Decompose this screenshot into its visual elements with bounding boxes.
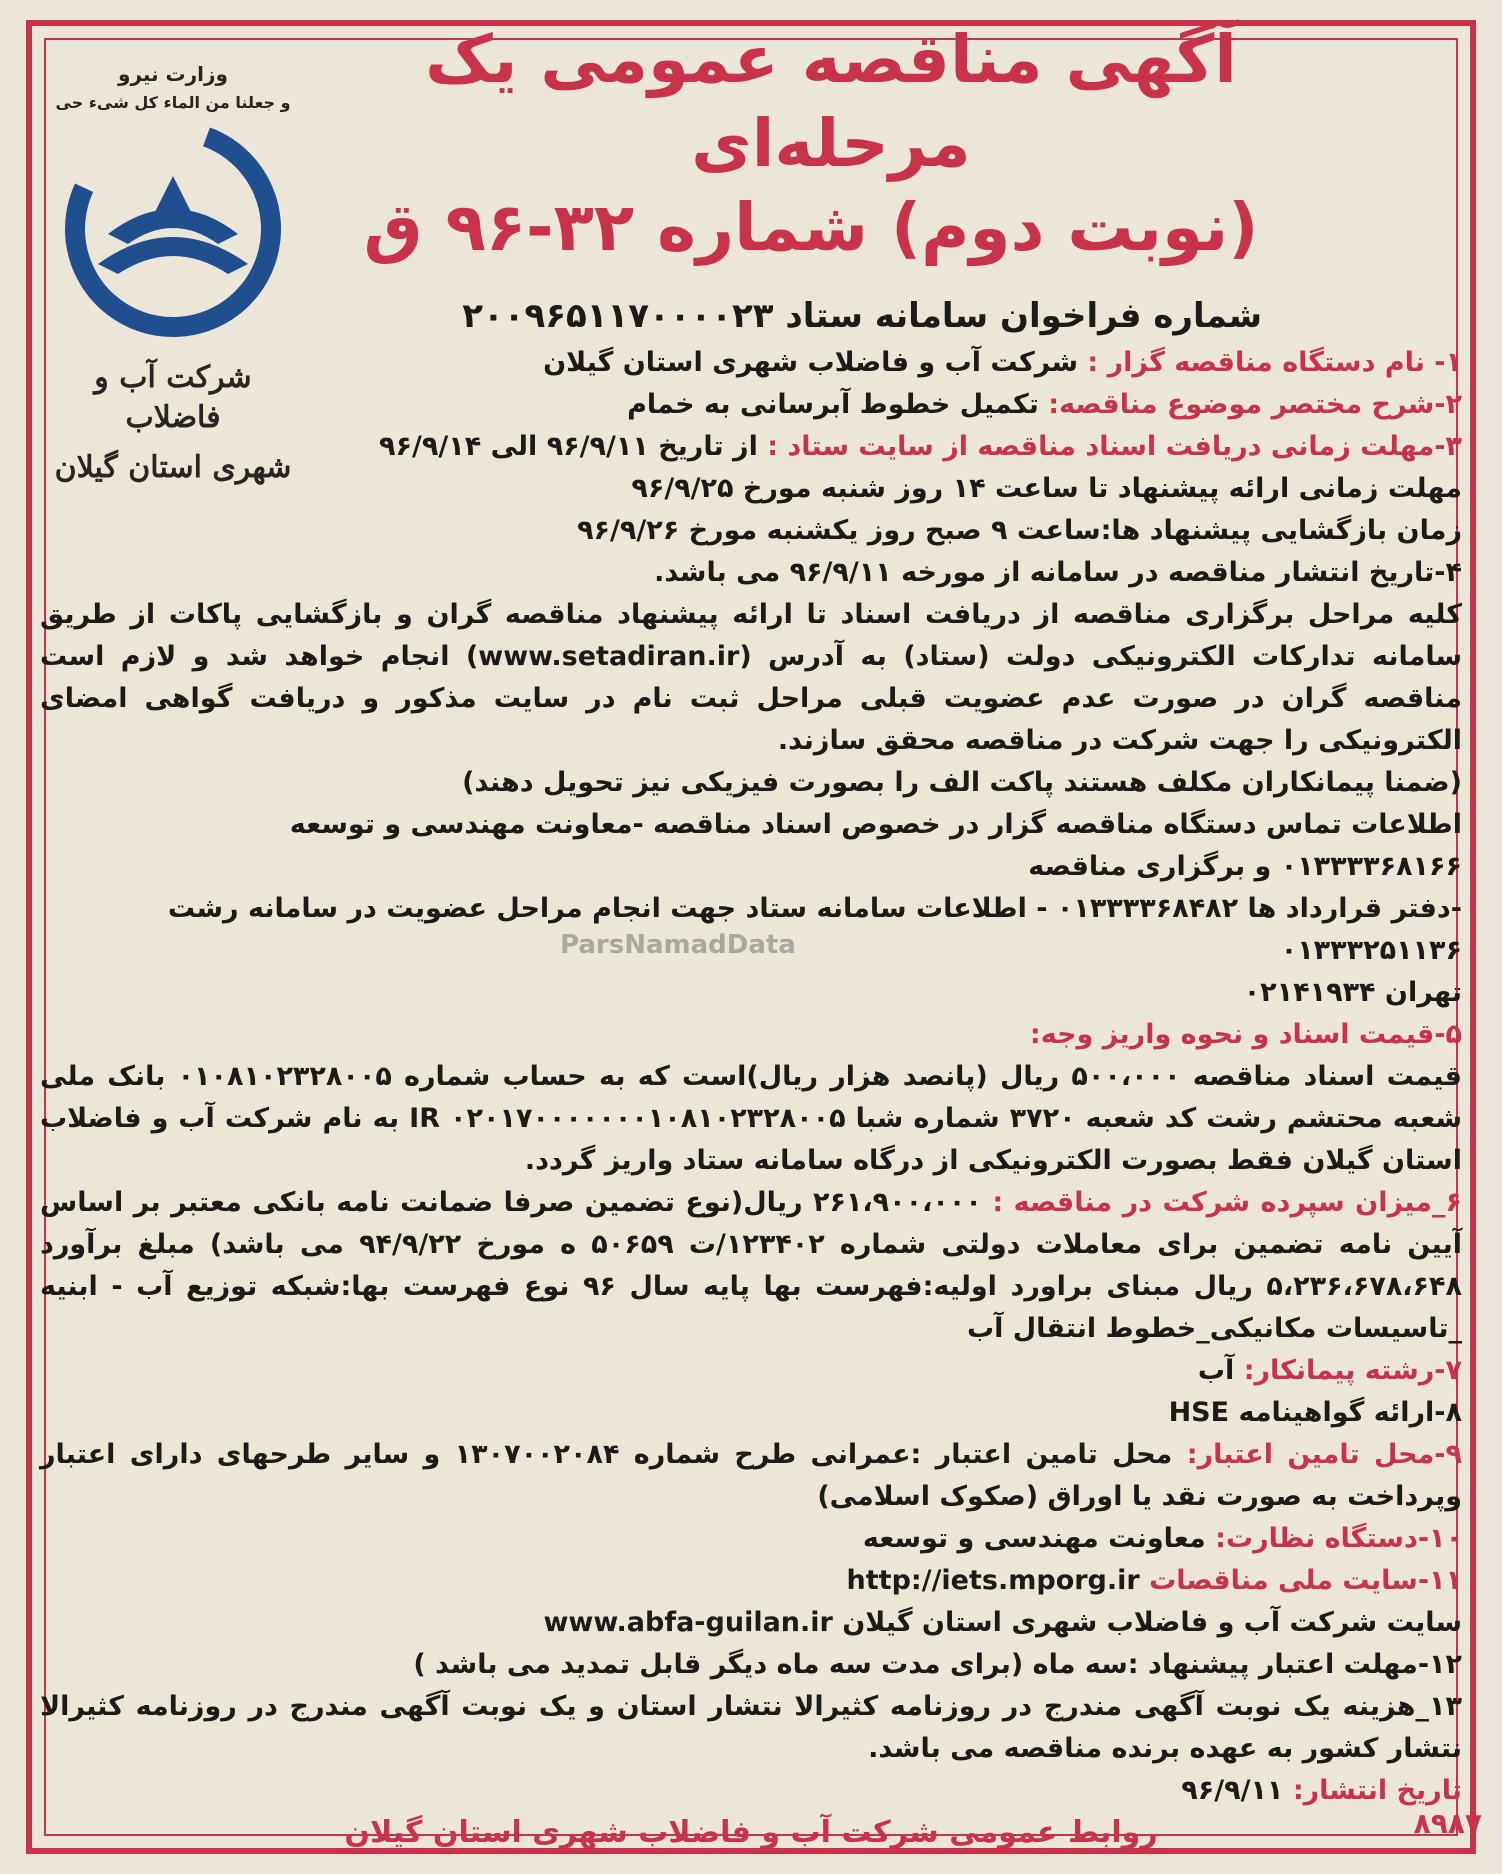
- item-3: ۳-مهلت زمانی دریافت اسناد مناقصه از سایت ستاد : از تاریخ ۹۶/۹/۱۱ الی ۹۶/۹/۱۴: [379, 431, 1462, 462]
- company-site: سایت شرکت آب و فاضلاب شهری استان گیلان www.abfa-guilan.ir: [543, 1607, 1462, 1638]
- item-8: ۸-ارائه گواهینامه HSE: [1168, 1397, 1462, 1428]
- physical-note: (ضمنا پیمانکاران مکلف هستند پاکت الف را بصورت فیزیکی نیز تحویل دهند): [462, 767, 1462, 798]
- item-2: ۲-شرح مختصر موضوع مناقصه: تکمیل خطوط آبرسانی به خمام: [627, 389, 1462, 420]
- logo-motto: و جعلنا من الماء کل شیء حی: [55, 93, 291, 112]
- item-5-label: ۵-قیمت اسناد و نحوه واریز وجه:: [1029, 1019, 1462, 1050]
- title-line-2: (نوبت دوم) شماره ۳۲-۹۶ ق: [363, 189, 1259, 266]
- opening-time: زمان بازگشایی پیشنهاد ها:ساعت ۹ صبح روز یکشنبه مورخ ۹۶/۹/۲۶: [577, 515, 1462, 546]
- item-10: ۱۰-دستگاه نظارت: معاونت مهندسی و توسعه: [862, 1523, 1462, 1554]
- item-4: ۴-تاریخ انتشار مناقصه در سامانه از مورخه ۹۶/۹/۱۱ می باشد.: [654, 557, 1462, 588]
- item-6: ۶_میزان سپرده شرکت در مناقصه : ۲۶۱،۹۰۰،۰۰۰ ریال(نوع تضمین صرفا ضمانت نامه بانکی معتبر بر اساس آیین نامه تضمین برای معاملات دولتی شماره ۱۲۳۴۰۲/ت ۵۰۶۵۹ ه مورخ ۹۴/۹/۲۲ می باشد) مبلغ برآورد ۵،۲۳۶،۶۷۸،۶۴۸ ریال مبنای براورد اولیه:فهرست بها پایه سال ۹۶ نوع فهرست بها:شبکه توزیع آب - ابنیه _تاسیسات مکانیکی_خطوط انتقال آب: [40, 1187, 1463, 1344]
- logo-company-line1: شرکت آب و فاضلاب: [94, 360, 252, 435]
- submission-deadline: مهلت زمانی ارائه پیشنهاد تا ساعت ۱۴ روز شنبه مورخ ۹۶/۹/۲۵: [631, 473, 1462, 504]
- abfa-link[interactable]: www.abfa-guilan.ir: [543, 1607, 833, 1638]
- title-line-1: آگهی مناقصه عمومی یک مرحله‌ای: [425, 21, 1237, 182]
- publish-date: تاریخ انتشار: ۹۶/۹/۱۱: [1181, 1775, 1462, 1806]
- contact-line-1: اطلاعات تماس دستگاه مناقصه گزار در خصوص اسناد مناقصه -معاونت مهندسی و توسعه: [289, 809, 1462, 840]
- ministry-label: وزارت نیرو: [118, 62, 228, 86]
- item-13: ۱۳_هزینه یک نوبت آگهی مندرج در روزنامه کثیرالا نتشار استان و یک نوبت آگهی مندرج در روزنامه کثیرالا نتشار کشور به عهده برنده مناقصه می باشد.: [40, 1691, 1462, 1764]
- ad-code: ۸۹۸۷: [1413, 1807, 1482, 1840]
- process-paragraph: کلیه مراحل برگزاری مناقصه از دریافت اسناد تا ارائه پیشنهاد مناقصه گران و بازگشایی پاکات از طریق سامانه تدارکات الکترونیکی دولت (ستاد) به آدرس (www.setadiran.ir) انجام خواهد شد و لازم است مناقصه گران در صورت عدم عضویت قبلی مراحل ثبت نام در سایت مذکور و دریافت گواهی امضای الکترونیکی را جهت شرکت در مناقصه محقق سازند.: [40, 599, 1463, 756]
- watermark: ParsNamadData: [560, 930, 796, 960]
- logo-company-line2: شهری استان گیلان: [54, 450, 292, 485]
- contact-line-3: -دفتر قرارداد ها ۰۱۳۳۳۳۶۸۴۸۲ - اطلاعات سامانه ستاد جهت انجام مراحل عضویت در سامانه رشت ۰۱۳۳۳۲۵۱۱۳۶: [167, 893, 1462, 966]
- item-7: ۷-رشته پیمانکار: آب: [1197, 1355, 1462, 1386]
- item-12: ۱۲-مهلت اعتبار پیشنهاد :سه ماه (برای مدت سه ماه دیگر قابل تمدید می باشد ): [413, 1649, 1462, 1680]
- item-9: ۹-محل تامین اعتبار: محل تامین اعتبار :عمرانی طرح شماره ۱۳۰۷۰۰۲۰۸۴ و سایر طرحهای دارای اعتبار وپرداخت به صورت نقد یا اوراق (صکوک اسلامی): [40, 1439, 1462, 1512]
- contact-line-4: تهران ۰۲۱۴۱۹۳۴: [1243, 977, 1462, 1008]
- call-number: شماره فراخوان سامانه ستاد ۲۰۰۹۶۵۱۱۷۰۰۰۰۲۳: [462, 296, 1262, 336]
- public-relations-footer: روابط عمومی شرکت آب و فاضلاب شهری استان گیلان: [344, 1815, 1158, 1850]
- item-1: ۱- نام دستگاه مناقصه گزار : شرکت آب و فاضلاب شهری استان گیلان: [543, 347, 1462, 378]
- item-5-text: قیمت اسناد مناقصه ۵۰۰،۰۰۰ ریال (پانصد هزار ریال)است که به حساب شماره ۰۱۰۸۱۰۲۳۲۸۰۰۵ بانک ملی شعبه محتشم رشت کد شعبه ۳۷۲۰ شماره شبا IR ۰۲۰۱۷۰۰۰۰۰۰۰۱۰۸۱۰۲۳۲۸۰۰۵ به نام شرکت آب و فاضلاب استان گیلان فقط بصورت الکترونیکی از درگاه سامانه ستاد واریز گردد.: [40, 1061, 1462, 1176]
- iets-link[interactable]: http://iets.mporg.ir: [846, 1565, 1140, 1596]
- item-11: ۱۱-سایت ملی مناقصات http://iets.mporg.ir: [846, 1565, 1462, 1596]
- contact-line-2: ۰۱۳۳۳۳۶۸۱۶۶ و برگزاری مناقصه: [1028, 851, 1462, 882]
